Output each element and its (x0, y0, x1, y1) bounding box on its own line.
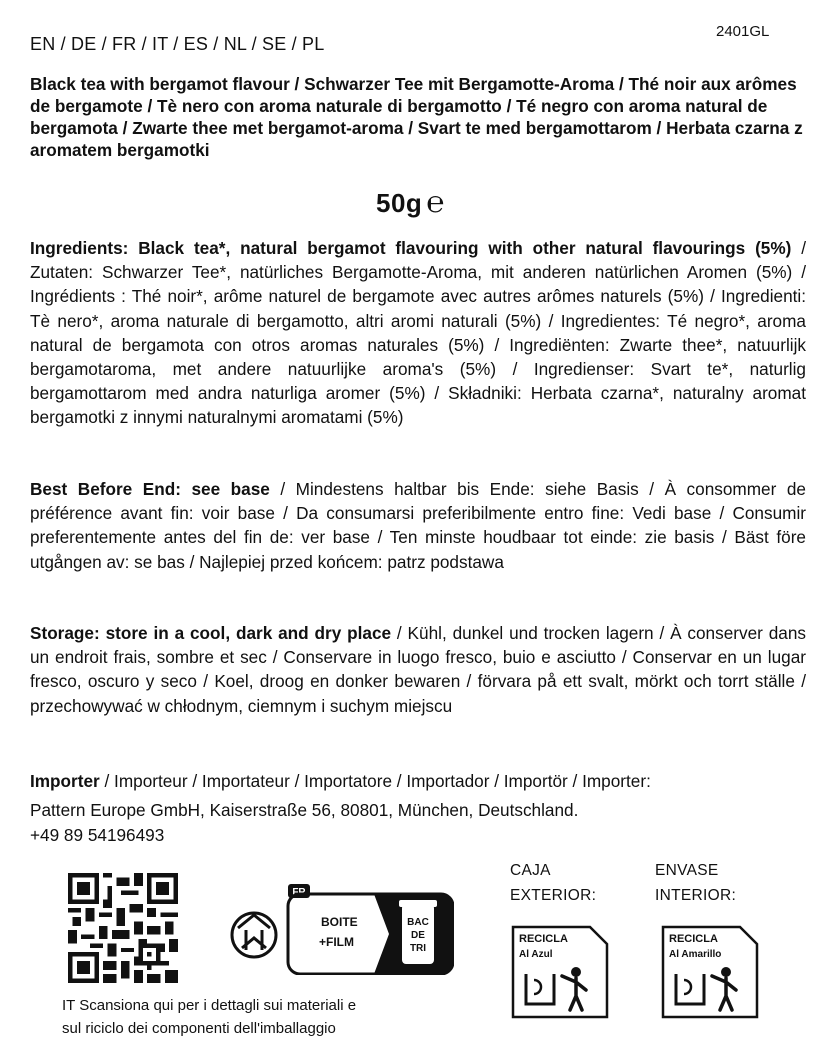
fr-badge-text: FR (292, 887, 306, 898)
estimated-sign-icon: ℮ (426, 186, 445, 219)
product-code: 2401GL (716, 23, 770, 40)
best-before-section (30, 477, 806, 574)
scan-line-1: IT Scansiona qui per i dettagli sui materiali e (62, 997, 357, 1014)
bac-line-1: BAC (407, 917, 429, 928)
bac-line-2: DE (411, 930, 425, 941)
qr-code-icon[interactable] (68, 873, 178, 983)
importer-label: Importer (30, 771, 100, 791)
ingredients-label: Ingredients: Black tea*, natural bergamot flavouring with other natural flavourings (5%) (30, 238, 792, 258)
storage-english: : store in a cool, dark and dry place (94, 623, 392, 643)
languages-line: EN / DE / FR / IT / ES / NL / SE / PL (30, 34, 325, 54)
caja-line-1: CAJA (510, 862, 551, 879)
recicla-amarillo-sub: Al Amarillo (669, 949, 722, 960)
storage-section (30, 621, 806, 718)
importer-phone: +49 89 54196493 (30, 825, 165, 845)
recicla-azul-title: RECICLA (519, 933, 568, 945)
storage-label: Storage (30, 623, 94, 643)
importer-section (30, 767, 806, 846)
triman-boite: BOITE (321, 915, 358, 929)
importer-heading (30, 767, 806, 796)
caja-exterior-label (510, 858, 596, 908)
caja-line-2: EXTERIOR: (510, 887, 597, 904)
scan-line-2: sul riciclo dei componenti dell'imballaggio (62, 1020, 336, 1037)
ingredients-text: / Zutaten: Schwarzer Tee*, natürliches Bergamotte-Aroma, mit anderen natürlichen Aromen (5%) / Ingrédients : Thé noir*, arôme naturel de bergamote avec autres arômes naturels (5%) / Ingredienti: Tè nero*, aroma naturale di bergamotto, altri aromi naturali (5%) / Ingredientes: Té negro*, aroma natural de bergamota con otros aromas naturales (5%) / Ingrediënten: Zwarte thee*, natuurlijk bergamotaroma, met andere natuurlijke aroma's (5%) / Ingredienser: Svart te*, naturlig bergamottarom med andra naturliga aromer (5%) / Składniki: Herbata czarna*, naturalny aromat bergamotki z innymi naturalnymi aromatami (5%) (30, 238, 806, 428)
envase-line-2: INTERIOR: (655, 887, 737, 904)
scan-instructions (62, 994, 356, 1040)
best-before-label: Best Before End: see base (30, 479, 270, 499)
envase-line-1: ENVASE (655, 862, 719, 879)
storage-text: / Kühl, dunkel und trocken lagern / À conserver dans un endroit frais, sombre et sec / Conservare in luogo fresco, buio e asciutto / Conservar en un lugar fresco, oscuro y seco / Koel, droog en donker bewaren / förvara på ett svalt, mörkt och torrt ställe / przechowywać w chłodnym, ciemnym i suchym miejscu (30, 623, 806, 716)
recicla-azul-sub: Al Azul (519, 949, 553, 960)
net-weight (376, 186, 445, 220)
triman-film: +FILM (319, 935, 354, 949)
recicla-azul-box (510, 924, 610, 1020)
bac-line-3: TRI (409, 943, 427, 954)
weight-value: 50g (376, 188, 423, 218)
importer-text: / Importeur / Importateur / Importatore / Importador / Importör / Importer: (99, 771, 651, 791)
envase-interior-label (655, 858, 736, 908)
best-before-text: / Mindestens haltbar bis Ende: siehe Basis / À consommer de préférence avant fin: voir base / Da consumarsi preferibilmente entro fine: Vedi base / Consumir preferentemente antes del fin de: ver base / Ten minste houdbaar tot einde: zie basis / Bäst före utgången av: se bas / Najlepiej przed końcem: patrz podstawa (30, 479, 806, 572)
triman-recycling-logo (224, 880, 454, 975)
ingredients-section (30, 236, 806, 430)
importer-address: Pattern Europe GmbH, Kaiserstraße 56, 80801, München, Deutschland. (30, 799, 579, 820)
triman-icon (232, 913, 276, 957)
product-title: Black tea with bergamot flavour / Schwarzer Tee mit Bergamotte-Aroma / Thé noir aux arômes de bergamote / Tè nero con aroma naturale di bergamotto / Té negro con aroma natural de bergamota / Zwarte thee met bergamot-aroma / Svart te med bergamottarom / Herbata czarna z aromatem bergamotki (30, 74, 803, 160)
recicla-amarillo-box (660, 924, 760, 1020)
recicla-amarillo-title: RECICLA (669, 933, 718, 945)
